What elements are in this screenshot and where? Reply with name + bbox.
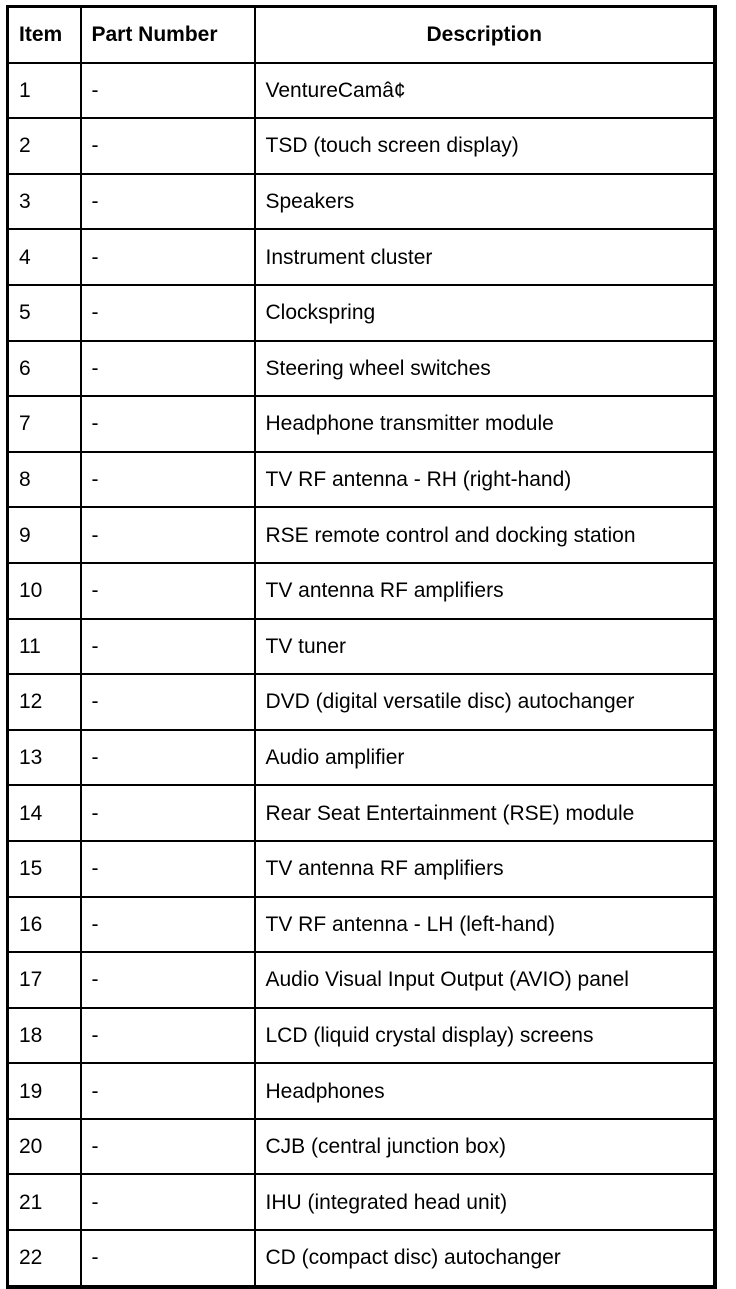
item-cell: 6 (8, 341, 81, 397)
item-cell: 12 (8, 674, 81, 730)
item-cell: 5 (8, 285, 81, 341)
table-row (8, 396, 716, 452)
table-row (8, 507, 716, 563)
description-cell: Steering wheel switches (255, 341, 716, 397)
table-row (8, 730, 716, 786)
item-cell: 15 (8, 841, 81, 897)
part-number-column-header: Part Number (81, 7, 255, 63)
item-cell: 14 (8, 785, 81, 841)
item-cell: 13 (8, 730, 81, 786)
table-header (8, 7, 716, 63)
part-number-cell: - (81, 730, 255, 786)
table-row (8, 63, 716, 119)
table-row (8, 1119, 716, 1175)
item-cell: 17 (8, 952, 81, 1008)
part-number-cell: - (81, 285, 255, 341)
part-number-cell: - (81, 897, 255, 953)
part-number-cell: - (81, 229, 255, 285)
description-cell: TV tuner (255, 619, 716, 675)
table-row (8, 785, 716, 841)
item-cell: 7 (8, 396, 81, 452)
description-cell: DVD (digital versatile disc) autochanger (255, 674, 716, 730)
part-number-cell: - (81, 841, 255, 897)
table-row (8, 1174, 716, 1230)
table-row (8, 1230, 716, 1287)
description-cell: TV RF antenna - LH (left-hand) (255, 897, 716, 953)
table-row (8, 841, 716, 897)
part-number-cell: - (81, 118, 255, 174)
part-number-cell: - (81, 1230, 255, 1287)
part-number-cell: - (81, 674, 255, 730)
table-row (8, 285, 716, 341)
part-number-cell: - (81, 63, 255, 119)
item-cell: 11 (8, 619, 81, 675)
item-cell: 2 (8, 118, 81, 174)
item-cell: 22 (8, 1230, 81, 1287)
table-row (8, 452, 716, 508)
part-number-cell: - (81, 1008, 255, 1064)
table-row (8, 563, 716, 619)
description-cell: TV antenna RF amplifiers (255, 563, 716, 619)
description-column-header: Description (255, 7, 716, 63)
table-body (8, 63, 716, 1287)
table-row (8, 897, 716, 953)
description-cell: RSE remote control and docking station (255, 507, 716, 563)
item-cell: 10 (8, 563, 81, 619)
part-number-cell: - (81, 785, 255, 841)
item-cell: 3 (8, 174, 81, 230)
description-cell: Audio amplifier (255, 730, 716, 786)
item-cell: 1 (8, 63, 81, 119)
item-cell: 16 (8, 897, 81, 953)
part-number-cell: - (81, 507, 255, 563)
item-cell: 9 (8, 507, 81, 563)
table-row (8, 118, 716, 174)
description-cell: CD (compact disc) autochanger (255, 1230, 716, 1287)
table-row (8, 952, 716, 1008)
description-cell: Rear Seat Entertainment (RSE) module (255, 785, 716, 841)
item-cell: 8 (8, 452, 81, 508)
description-cell: TV RF antenna - RH (right-hand) (255, 452, 716, 508)
description-cell: Speakers (255, 174, 716, 230)
part-number-cell: - (81, 174, 255, 230)
table-row (8, 619, 716, 675)
description-cell: Audio Visual Input Output (AVIO) panel (255, 952, 716, 1008)
item-cell: 19 (8, 1063, 81, 1119)
part-number-cell: - (81, 452, 255, 508)
description-cell: IHU (integrated head unit) (255, 1174, 716, 1230)
description-cell: Clockspring (255, 285, 716, 341)
description-cell: CJB (central junction box) (255, 1119, 716, 1175)
item-cell: 21 (8, 1174, 81, 1230)
description-cell: LCD (liquid crystal display) screens (255, 1008, 716, 1064)
part-number-cell: - (81, 1174, 255, 1230)
description-cell: TSD (touch screen display) (255, 118, 716, 174)
description-cell: Instrument cluster (255, 229, 716, 285)
part-number-cell: - (81, 1063, 255, 1119)
item-cell: 4 (8, 229, 81, 285)
part-number-cell: - (81, 341, 255, 397)
item-column-header: Item (8, 7, 81, 63)
table-row (8, 674, 716, 730)
table-row (8, 229, 716, 285)
description-cell: TV antenna RF amplifiers (255, 841, 716, 897)
description-cell: Headphones (255, 1063, 716, 1119)
table-row (8, 1063, 716, 1119)
table-row (8, 174, 716, 230)
table-row (8, 341, 716, 397)
header-row (8, 7, 716, 63)
description-cell: Headphone transmitter module (255, 396, 716, 452)
part-number-cell: - (81, 1119, 255, 1175)
item-cell: 20 (8, 1119, 81, 1175)
item-cell: 18 (8, 1008, 81, 1064)
description-cell: VentureCamâ¢ (255, 63, 716, 119)
part-number-cell: - (81, 563, 255, 619)
part-number-cell: - (81, 396, 255, 452)
part-number-cell: - (81, 619, 255, 675)
part-number-cell: - (81, 952, 255, 1008)
table-row (8, 1008, 716, 1064)
parts-table (6, 5, 717, 1289)
